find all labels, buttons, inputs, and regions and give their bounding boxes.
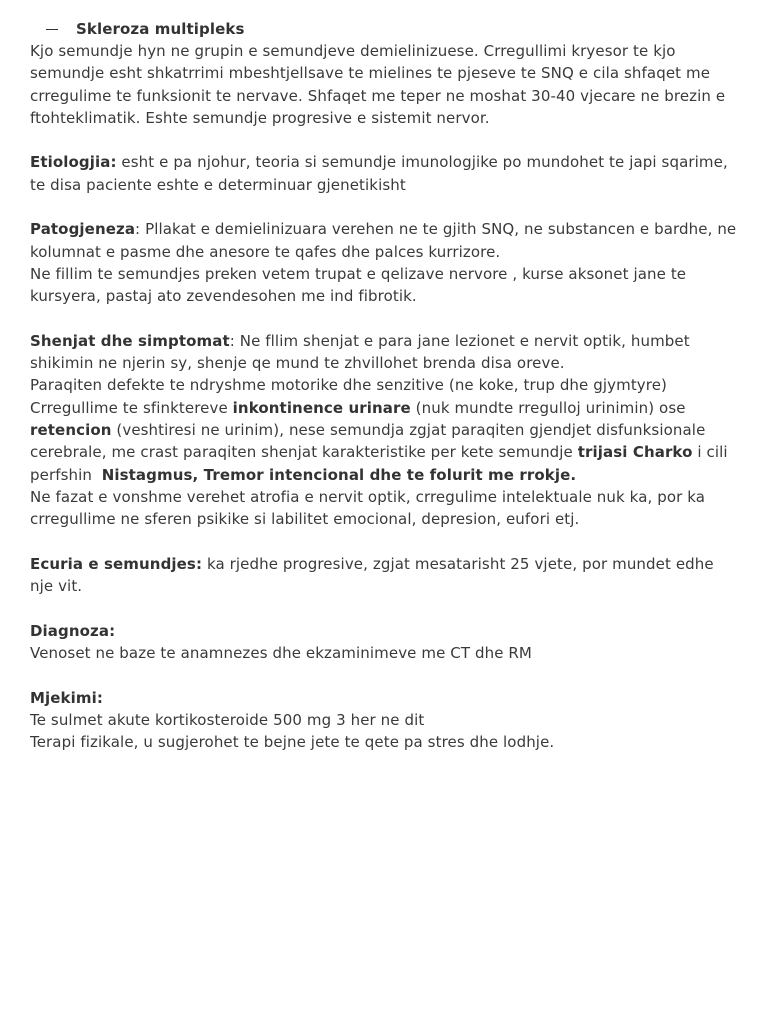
- term-inkontinence: inkontinence urinare: [232, 398, 411, 417]
- shenjat-text-a: Crregullime te sfinktereve: [30, 398, 233, 417]
- mjekimi-text-2: Terapi fizikale, u sugjerohet te bejne jete te qete pa stres dhe lodhje.: [30, 733, 555, 752]
- ecuria-text: ka rjedhe progresive, zgjat mesatarisht 25 vjete, por mundet edhe nje vit.: [30, 554, 714, 596]
- mjekimi-label-line: [30, 687, 738, 709]
- mjekimi-text-1: Te sulmet akute kortikosteroide 500 mg 3 her ne dit: [30, 710, 425, 729]
- section-ecuria: [30, 553, 738, 598]
- heading-title: Skleroza multipleks: [76, 19, 245, 38]
- diagnoza-text: Venoset ne baze te anamnezes dhe ekzaminimeve me CT dhe RM: [30, 644, 532, 663]
- etiologjia-paragraph: [30, 151, 738, 196]
- patogjeneza-text: : Pllakat e demielinizuara verehen ne te gjith SNQ, ne substancen e bardhe, ne kolumnat e pasme dhe anesore te qafes dhe palces kurrizore.: [30, 220, 737, 261]
- patogjeneza-paragraph-2: Ne fillim te semundjes preken vetem trupat e qelizave nervore , kurse aksonet jane te kursyera, pastaj ato zevendesohen me ind fibrotik.: [30, 264, 687, 306]
- etiologjia-label: Etiologjia:: [30, 153, 117, 172]
- shenjat-paragraph: [30, 330, 738, 375]
- shenjat-label: Shenjat dhe simptomat: [30, 331, 230, 350]
- intro-paragraph: Kjo semundje hyn ne grupin e semundjeve demielinizuese. Crregullimi kryesor te kjo semundje esht shkatrrimi mbeshtjellsave te mielines te pjeseve te SNQ e cila shfaqet me crregulime te funksionit te nervave. Shfaqet me teper ne moshat 30-40 vjecare ne brezin e ftohteklimatik. Eshte semundje progresive e sistemit nervor.: [30, 42, 726, 127]
- diagnoza-label: Diagnoza:: [30, 621, 116, 640]
- shenjat-paragraph-2: Paraqiten defekte te ndryshme motorike dhe senzitive (ne koke, trup dhe gjymtyre): [30, 376, 667, 395]
- shenjat-text-c: (nuk mundte rregulloj urinimin) ose: [410, 398, 686, 417]
- shenjat-text-g: i cili perfshin: [30, 443, 733, 484]
- section-patogjeneza: [30, 218, 738, 307]
- term-trijasi-charko: trijasi Charko: [577, 443, 693, 462]
- ecuria-label: Ecuria e semundjes:: [30, 554, 203, 573]
- patogjeneza-paragraph: [30, 218, 738, 263]
- section-shenjat: [30, 330, 738, 531]
- patogjeneza-label: Patogjeneza: [30, 220, 136, 239]
- section-mjekimi: [30, 687, 738, 754]
- term-retencion: retencion: [30, 421, 112, 440]
- section-etiologjia: [30, 151, 738, 196]
- document-heading: [46, 18, 738, 40]
- ecuria-paragraph: [30, 553, 738, 598]
- shenjat-paragraph-4: Ne fazat e vonshme verehet atrofia e nervit optik, crregulime intelektuale nuk ka, por ka crregullime ne sferen psikike si labilitet emocional, depresion, eufori etj.: [30, 487, 706, 529]
- dash-icon: [46, 29, 58, 30]
- diagnoza-label-line: [30, 620, 738, 642]
- shenjat-paragraph-3: [30, 397, 738, 486]
- mjekimi-label: Mjekimi:: [30, 688, 103, 707]
- term-nistagmus: Nistagmus, Tremor intencional dhe te folurit me rrokje.: [101, 465, 577, 484]
- etiologjia-text: esht e pa njohur, teoria si semundje imunologjike po mundohet te japi sqarime, te disa paciente eshte e determinuar gjenetikisht: [30, 153, 728, 194]
- section-diagnoza: [30, 620, 738, 665]
- shenjat-text: : Ne fllim shenjat e para jane lezionet e nervit optik, humbet shikimin ne njerin sy, shenje qe mund te zhvillohet brenda disa oreve.: [30, 331, 690, 373]
- shenjat-text-e: (veshtiresi ne urinim), nese semundja zgjat paraqiten gjendjet disfunksionale cerebrale, me crast paraqiten shenjat karakteristike per kete semundje: [30, 421, 706, 462]
